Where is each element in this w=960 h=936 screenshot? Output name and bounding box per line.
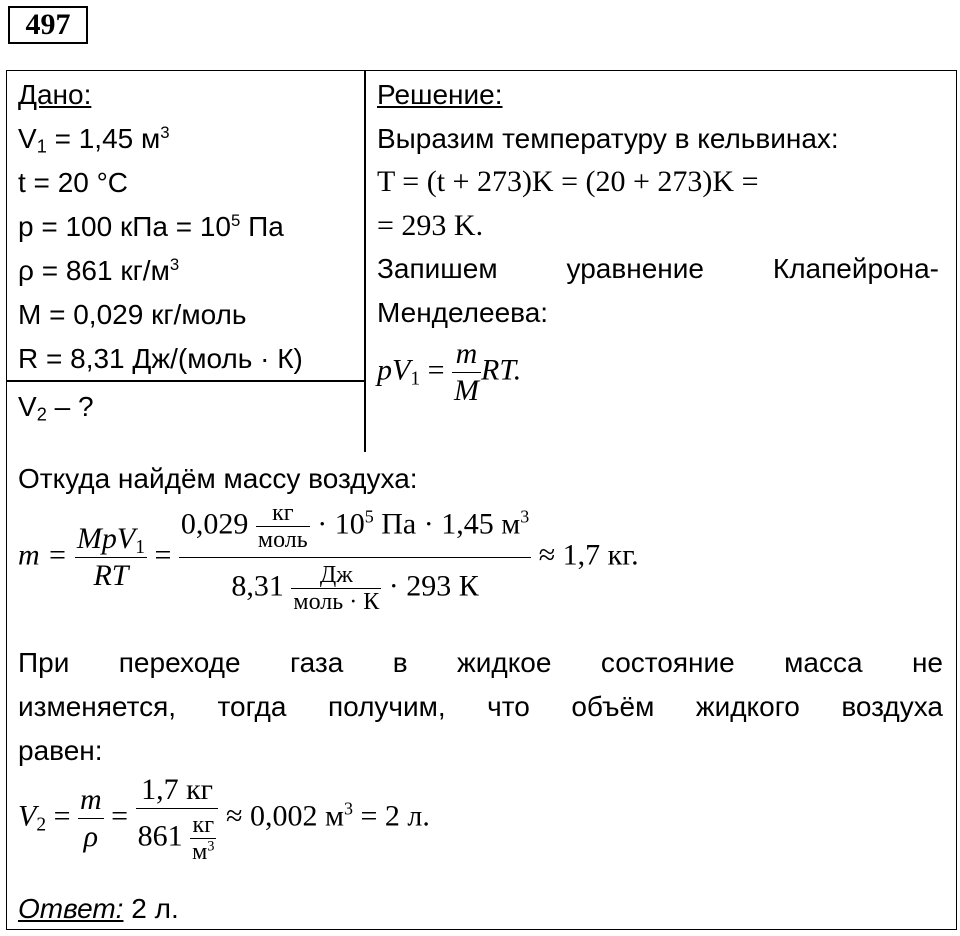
problem-number: 497: [8, 6, 88, 44]
solution-heading: Решение:: [377, 79, 503, 110]
clapeyron-text: Запишем уравнение Клапейрона-: [377, 253, 939, 284]
transition-line-2: изменяется, тогда получим, что объём жидкого воздуха: [18, 691, 943, 722]
given-gas-constant: R = 8,31 Дж/(моль · К): [18, 343, 303, 374]
given-volume: $V_1 = 1,45$ $м^3$: [18, 122, 170, 157]
given-molar-mass: M = 0,029 кг/моль: [18, 299, 247, 330]
column-divider: [364, 70, 366, 452]
find-quantity: $V_2$ – ?: [18, 391, 94, 425]
solution-kelvin-text: Выразим температуру в кельвинах:: [377, 123, 839, 154]
mass-formula: m = $\frac{MpV_1}{RT}$ = 0,029 $\frac{кг}{\text{моль}}$ · $10^5$ Па · 1,45 $м^3$ 8,31 $\frac{Дж}{\text{моль · К}}$ · 293 К ≈ 1,7 кг.: [18, 500, 639, 615]
answer-value: 2 л.: [123, 893, 179, 924]
clapeyron-equation: $pV_1$ = $\frac{m}{M}$ RT.: [377, 337, 522, 407]
answer: [18, 892, 179, 926]
given-density: ρ = 861 $кг/м^3$: [18, 254, 180, 286]
transition-line-1: При переходе газа в жидкое состояние масса не: [18, 647, 943, 678]
transition-line-3: равен:: [18, 735, 103, 766]
given-heading: Дано:: [18, 79, 92, 110]
mendeleev-text: Менделеева:: [377, 297, 549, 328]
given-pressure: p = 100 кПа = $10^5$ Па: [18, 210, 284, 242]
kelvin-formula: T = (t + 273)K = (20 + 273)K =: [377, 165, 759, 198]
kelvin-result: = 293 K.: [377, 209, 484, 242]
answer-label: Ответ:: [18, 893, 124, 924]
given-temperature: t = 20 °C: [18, 167, 129, 198]
given-find-divider: [6, 380, 365, 382]
mass-intro: Откуда найдём массу воздуха:: [18, 463, 418, 494]
volume-formula: $V_2$ = $\frac{m}{\rho}$ = 1,7 кг 861 $\frac{кг}{м^3}$ ≈ 0,002 $м^3 = 2$ л.: [18, 773, 430, 865]
